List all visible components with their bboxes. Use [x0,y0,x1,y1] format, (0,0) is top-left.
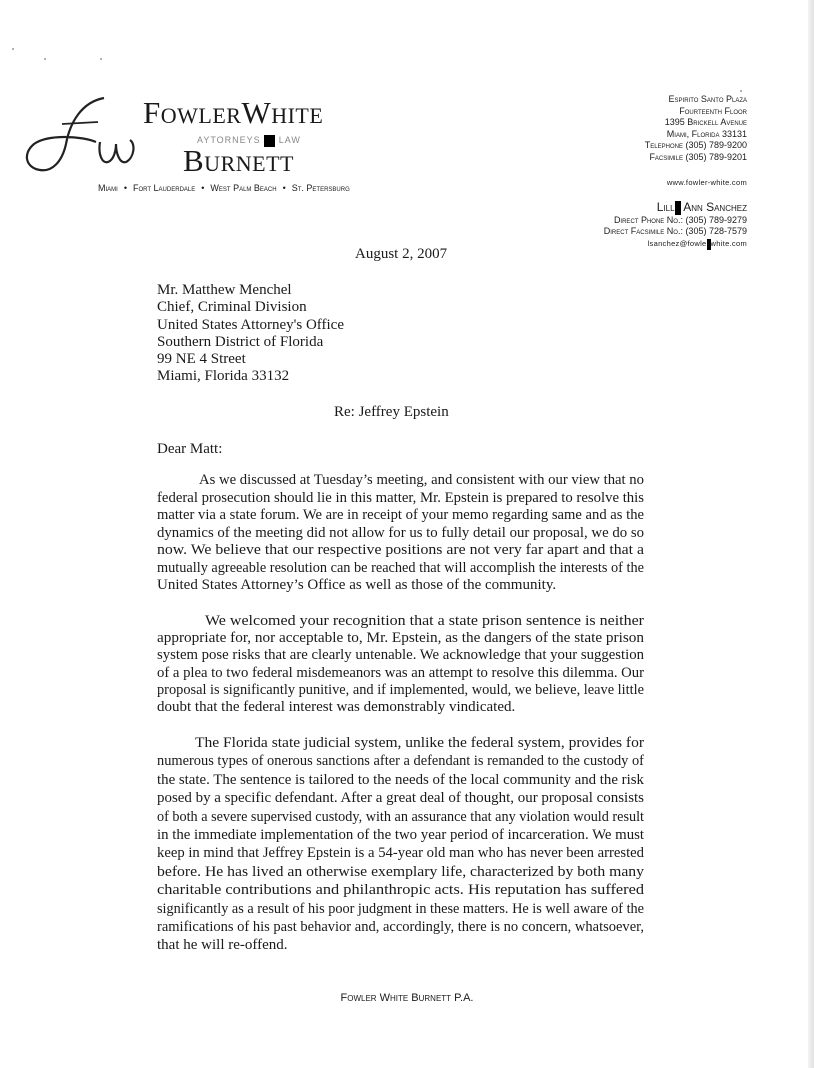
email-after: white.com [710,239,747,249]
firm-website: www.fowler-white.com [666,178,747,187]
paragraph-line: the state. The sentence is tailored to the needs of the local community and the risk [157,771,644,788]
tagline-after: LAW [278,135,301,145]
email-before: lsanchez@fowle [647,239,707,249]
address-line: 1395 Brickell Avenue [664,117,747,128]
recipient-line: United States Attorney's Office [157,316,344,333]
city: Fort Lauderdale [133,183,196,193]
paragraph-line: federal prosecution should lie in this matter, Mr. Epstein is prepared to resolve this [157,489,644,506]
recipient-line: Chief, Criminal Division [157,299,307,316]
paragraph-line: ramifications of his past behavior and, accordingly, there is no concern, whatsoever, [157,919,644,936]
paragraph-line: before. He has lived an otherwise exemplary life, characterized by both many [157,863,644,880]
address-line: Espirito Santo Plaza [668,94,747,104]
paragraph-line: of a plea to two federal misdemeanors was an attempt to resolve this dilemma. Our [157,664,644,681]
paragraph-line: dynamics of the meeting did not allow for us to fully detail our proposal, we do so [157,524,644,541]
paragraph-line: appropriate for, nor acceptable to, Mr. Epstein, as the dangers of the state prison [157,630,644,647]
city: St. Petersburg [291,183,350,193]
body-paragraph-3 [157,734,644,955]
firm-address-block [645,94,747,164]
firm-name-line2: Burnett [183,143,294,178]
paragraph-line: As we discussed at Tuesday’s meeting, and consistent with our view that no [199,472,644,488]
paragraph-line: posed by a specific defendant. After a great deal of thought, our proposal consists [157,790,644,807]
facsimile: Facsimile (305) 789-9201 [649,151,747,162]
firm-monogram-logo [22,92,157,176]
recipient-line: 99 NE 4 Street [157,351,246,368]
address-line: Fourteenth Floor [679,105,747,116]
recipient-line: Mr. Matthew Menchel [157,282,292,298]
paragraph-line: keep in mind that Jeffrey Epstein is a 54-year old man who has never been arrested [157,845,644,862]
paragraph-line: doubt that the federal interest was demonstrably vindicated. [157,699,516,716]
paragraph-line: The Florida state judicial system, unlike the federal system, provides for [195,735,644,751]
body-paragraph-1 [157,472,644,595]
redaction-box [675,201,681,215]
scan-speck [44,58,46,60]
letter-footer: Fowler White Burnett P.A. [340,992,474,1004]
paragraph-line: mutually agreeable resolution can be reached that will accomplish the interests of the [157,559,644,576]
paragraph-line: significantly as a result of his poor judgment in these matters. He is well aware of the [157,900,644,917]
direct-fax: Direct Facsimile No.: (305) 728-7579 [603,226,747,237]
paragraph-line: now. We believe that our respective positions are not very far apart and that a [157,542,644,558]
recipient-line: Miami, Florida 33132 [157,368,290,385]
paragraph-line: United States Attorney’s Office as well as those of the community. [157,577,557,593]
city: Miami [98,183,118,193]
city: West Palm Beach [210,183,277,193]
paragraph-line: numerous types of onerous sanctions after a defendant is remanded to the custody of [157,753,644,770]
tagline-before: AYTORNEYS [197,135,261,145]
body-paragraph-2 [157,613,644,716]
paragraph-line: system pose risks that are clearly untenable. We acknowledge that your suggestion [157,647,644,664]
salutation: Dear Matt: [157,441,223,457]
attorney-name-rest: Ann Sanchez [683,200,747,214]
scan-speck [12,48,14,50]
direct-phone: Direct Phone No.: (305) 789-9279 [613,214,747,225]
firm-name-line1: FowlerWhite [143,95,324,130]
paragraph-line: charitable contributions and philanthropic acts. His reputation has suffered [157,882,644,899]
attorney-block [604,200,747,250]
paragraph-line: proposal is significantly punitive, and if implemented, would, we believe, leave little [157,681,644,698]
paragraph-line: of both a severe supervised custody, with an assurance that any violation would result [157,808,644,825]
telephone: Telephone (305) 789-9200 [644,140,747,151]
scan-speck [740,90,742,92]
scan-speck [100,58,102,60]
paragraph-line: in the immediate implementation of the two year period of incarceration. We must [157,827,644,844]
attorney-email [604,238,747,250]
subject-line: Re: Jeffrey Epstein [334,404,449,420]
paragraph-line: We welcomed your recognition that a state prison sentence is neither [205,613,644,629]
attorney-name-first: Lill [656,200,675,214]
recipient-address [157,282,344,386]
paragraph-line: matter via a state forum. We are in receipt of your memo regarding same and as the [157,507,644,523]
scan-edge [808,0,814,1068]
letter-date: August 2, 2007 [355,246,448,262]
recipient-line: Southern District of Florida [157,333,324,350]
address-line: Miami, Florida 33131 [666,128,747,139]
paragraph-line: that he will re-offend. [157,937,288,954]
office-cities: Miami • Fort Lauderdale • West Palm Beach • St. Petersburg [98,183,350,193]
attorney-name [604,200,747,215]
